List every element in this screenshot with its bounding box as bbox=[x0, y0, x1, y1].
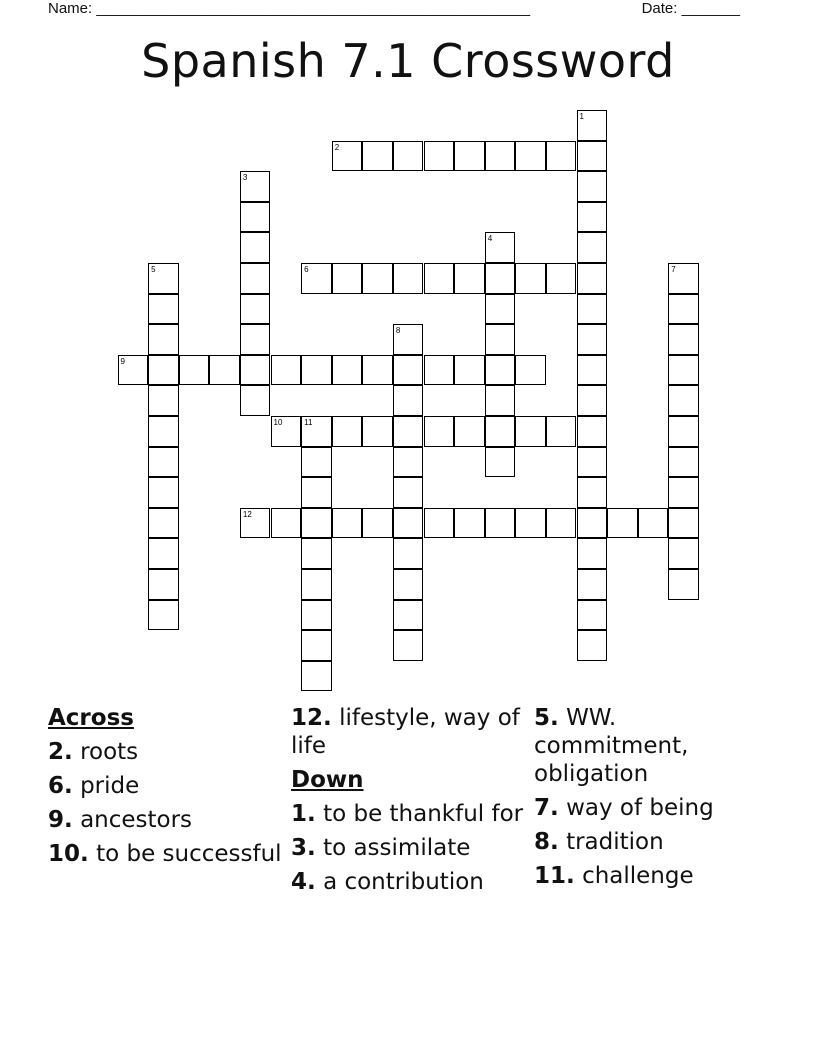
cell-number: 10 bbox=[273, 418, 283, 427]
grid-cell[interactable] bbox=[485, 263, 516, 294]
grid-cell[interactable] bbox=[240, 385, 271, 416]
grid-cell[interactable] bbox=[332, 508, 363, 539]
grid-cell[interactable] bbox=[148, 416, 179, 447]
across-heading: Across bbox=[48, 705, 134, 731]
grid-cell[interactable] bbox=[240, 324, 271, 355]
clue-text: to be successful bbox=[96, 841, 282, 867]
grid-cell[interactable] bbox=[485, 141, 516, 172]
grid-cell[interactable] bbox=[240, 355, 271, 386]
grid-cell[interactable] bbox=[515, 355, 546, 386]
grid-cell[interactable] bbox=[577, 385, 608, 416]
grid-cell[interactable] bbox=[393, 600, 424, 631]
cell-number: 3 bbox=[242, 173, 248, 183]
grid-cell[interactable] bbox=[332, 355, 363, 386]
grid-cell[interactable] bbox=[668, 569, 699, 600]
clue-number: 1. bbox=[291, 801, 316, 827]
grid-cell[interactable] bbox=[148, 600, 179, 631]
cell-number: 11 bbox=[304, 418, 313, 427]
clue-number: 10. bbox=[48, 841, 89, 867]
cell-number: 12 bbox=[242, 509, 252, 519]
grid-cell[interactable] bbox=[454, 263, 485, 294]
grid-cell[interactable] bbox=[301, 355, 332, 386]
name-field-label: Name: ____________________________________________________ bbox=[48, 0, 531, 17]
grid-cell[interactable] bbox=[577, 355, 608, 386]
clue-number: 6. bbox=[48, 773, 73, 799]
grid-cell[interactable] bbox=[148, 477, 179, 508]
clue-number: 5. bbox=[534, 705, 559, 731]
grid-cell[interactable] bbox=[393, 447, 424, 478]
clue-number: 2. bbox=[48, 739, 73, 765]
grid-cell[interactable] bbox=[393, 416, 424, 447]
grid-cell[interactable] bbox=[668, 416, 699, 447]
grid-cell[interactable] bbox=[546, 416, 577, 447]
grid-cell[interactable] bbox=[179, 355, 210, 386]
grid-cell[interactable] bbox=[485, 385, 516, 416]
grid-cell[interactable] bbox=[332, 263, 363, 294]
clue-item bbox=[291, 868, 534, 896]
clue-text: pride bbox=[80, 773, 140, 799]
clue-item bbox=[534, 794, 777, 822]
clue-item bbox=[291, 800, 534, 828]
header-line bbox=[48, 0, 740, 20]
clues-section bbox=[48, 704, 788, 974]
clue-text: ancestors bbox=[80, 807, 193, 833]
grid-cell[interactable] bbox=[577, 263, 608, 294]
clue-number: 8. bbox=[534, 829, 559, 855]
grid-cell[interactable] bbox=[454, 416, 485, 447]
grid-cell[interactable] bbox=[148, 569, 179, 600]
grid-cell[interactable] bbox=[668, 294, 699, 325]
grid-cell[interactable] bbox=[301, 630, 332, 661]
grid-cell[interactable] bbox=[515, 263, 546, 294]
cell-number: 4 bbox=[487, 234, 493, 244]
grid-cell[interactable] bbox=[393, 141, 424, 172]
grid-cell[interactable] bbox=[301, 447, 332, 478]
grid-cell[interactable] bbox=[148, 538, 179, 569]
grid-cell[interactable] bbox=[546, 263, 577, 294]
grid-cell[interactable] bbox=[577, 630, 608, 661]
grid-cell[interactable] bbox=[577, 294, 608, 325]
clue-item bbox=[48, 772, 291, 800]
grid-cell[interactable] bbox=[515, 508, 546, 539]
cell-number: 8 bbox=[395, 326, 401, 336]
clues-column-2 bbox=[291, 704, 534, 974]
grid-cell[interactable] bbox=[424, 508, 455, 539]
clue-text: to be thankful for bbox=[323, 801, 524, 827]
date-field-label: Date: _______ bbox=[641, 0, 740, 17]
clue-number: 4. bbox=[291, 869, 316, 895]
grid-cell[interactable] bbox=[577, 324, 608, 355]
clues-column-1 bbox=[48, 704, 291, 974]
grid-cell[interactable] bbox=[485, 294, 516, 325]
grid-cell[interactable] bbox=[485, 324, 516, 355]
grid-cell[interactable] bbox=[301, 477, 332, 508]
clue-item bbox=[534, 704, 777, 788]
grid-cell[interactable] bbox=[393, 538, 424, 569]
grid-cell[interactable] bbox=[148, 355, 179, 386]
grid-cell[interactable] bbox=[577, 416, 608, 447]
grid-cell[interactable] bbox=[301, 508, 332, 539]
grid-cell[interactable] bbox=[577, 202, 608, 233]
grid-cell[interactable] bbox=[240, 202, 271, 233]
clue-item bbox=[291, 834, 534, 862]
grid-cell[interactable] bbox=[454, 355, 485, 386]
grid-cell[interactable] bbox=[362, 416, 393, 447]
grid-cell[interactable] bbox=[546, 508, 577, 539]
grid-cell[interactable] bbox=[362, 355, 393, 386]
grid-cell[interactable] bbox=[454, 141, 485, 172]
clue-text: way of being bbox=[566, 795, 714, 821]
grid-cell[interactable] bbox=[515, 141, 546, 172]
clue-text: WW. commitment, obligation bbox=[534, 705, 689, 787]
clue-number: 7. bbox=[534, 795, 559, 821]
grid-cell[interactable] bbox=[362, 508, 393, 539]
cell-number: 5 bbox=[151, 265, 156, 274]
grid-cell[interactable] bbox=[485, 508, 516, 539]
grid-cell[interactable] bbox=[393, 477, 424, 508]
grid-cell[interactable] bbox=[393, 263, 424, 294]
grid-cell[interactable] bbox=[148, 447, 179, 478]
grid-cell[interactable] bbox=[668, 324, 699, 355]
clue-text: to assimilate bbox=[323, 835, 471, 861]
grid-cell[interactable] bbox=[424, 416, 455, 447]
grid-cell[interactable] bbox=[577, 447, 608, 478]
grid-cell[interactable] bbox=[240, 263, 271, 294]
clue-number: 11. bbox=[534, 863, 575, 889]
clue-text: lifestyle, way of life bbox=[291, 705, 520, 759]
grid-cell[interactable] bbox=[393, 630, 424, 661]
grid-cell[interactable] bbox=[148, 385, 179, 416]
clue-number: 9. bbox=[48, 807, 73, 833]
grid-cell[interactable] bbox=[393, 569, 424, 600]
clue-text: a contribution bbox=[323, 869, 484, 895]
grid-cell[interactable] bbox=[424, 263, 455, 294]
clue-text: roots bbox=[80, 739, 139, 765]
grid-cell[interactable] bbox=[148, 508, 179, 539]
grid-cell[interactable] bbox=[577, 569, 608, 600]
clue-item bbox=[48, 806, 291, 834]
cell-number: 2 bbox=[334, 142, 340, 152]
grid-cell[interactable] bbox=[148, 324, 179, 355]
cell-number: 1 bbox=[579, 112, 584, 121]
clue-item bbox=[48, 738, 291, 766]
grid-cell[interactable] bbox=[668, 477, 699, 508]
grid-cell[interactable] bbox=[515, 416, 546, 447]
grid-cell[interactable] bbox=[393, 508, 424, 539]
grid-cell[interactable] bbox=[301, 538, 332, 569]
grid-cell[interactable] bbox=[148, 294, 179, 325]
clue-number: 12. bbox=[291, 705, 332, 731]
grid-cell[interactable] bbox=[577, 171, 608, 202]
clue-item bbox=[48, 840, 291, 868]
grid-cell[interactable] bbox=[454, 508, 485, 539]
clue-text: challenge bbox=[582, 863, 694, 889]
grid-cell[interactable] bbox=[362, 141, 393, 172]
grid-cell[interactable] bbox=[485, 447, 516, 478]
grid-cell[interactable] bbox=[424, 141, 455, 172]
grid-cell[interactable] bbox=[209, 355, 240, 386]
grid-cell[interactable] bbox=[240, 294, 271, 325]
clue-item bbox=[534, 862, 777, 890]
clue-item bbox=[534, 828, 777, 856]
grid-cell[interactable] bbox=[485, 355, 516, 386]
grid-cell[interactable] bbox=[393, 385, 424, 416]
clue-text: tradition bbox=[566, 829, 664, 855]
grid-cell[interactable] bbox=[271, 355, 302, 386]
grid-cell[interactable] bbox=[301, 569, 332, 600]
grid-cell[interactable] bbox=[332, 416, 363, 447]
down-heading: Down bbox=[291, 767, 364, 793]
grid-cell[interactable] bbox=[577, 538, 608, 569]
grid-cell[interactable] bbox=[577, 232, 608, 263]
grid-cell[interactable] bbox=[638, 508, 669, 539]
grid-cell[interactable] bbox=[668, 447, 699, 478]
grid-cell[interactable] bbox=[668, 355, 699, 386]
cell-number: 7 bbox=[671, 265, 676, 274]
grid-cell[interactable] bbox=[577, 508, 608, 539]
grid-cell[interactable] bbox=[668, 538, 699, 569]
grid-cell[interactable] bbox=[424, 355, 455, 386]
cell-number: 6 bbox=[304, 265, 309, 274]
grid-cell[interactable] bbox=[577, 141, 608, 172]
page-title: Spanish 7.1 Crossword bbox=[141, 34, 675, 88]
grid-cell[interactable] bbox=[301, 661, 332, 692]
grid-cell[interactable] bbox=[240, 232, 271, 263]
cell-number: 9 bbox=[120, 356, 125, 366]
grid-cell[interactable] bbox=[668, 385, 699, 416]
grid-cell[interactable] bbox=[577, 477, 608, 508]
grid-cell[interactable] bbox=[393, 355, 424, 386]
grid-cell[interactable] bbox=[362, 263, 393, 294]
clues-column-3 bbox=[534, 704, 777, 974]
grid-cell[interactable] bbox=[607, 508, 638, 539]
grid-cell[interactable] bbox=[668, 508, 699, 539]
clue-item bbox=[291, 704, 534, 760]
grid-cell[interactable] bbox=[546, 141, 577, 172]
grid-cell[interactable] bbox=[577, 600, 608, 631]
grid-cell[interactable] bbox=[271, 508, 302, 539]
clue-number: 3. bbox=[291, 835, 316, 861]
grid-cell[interactable] bbox=[485, 416, 516, 447]
grid-cell[interactable] bbox=[301, 600, 332, 631]
